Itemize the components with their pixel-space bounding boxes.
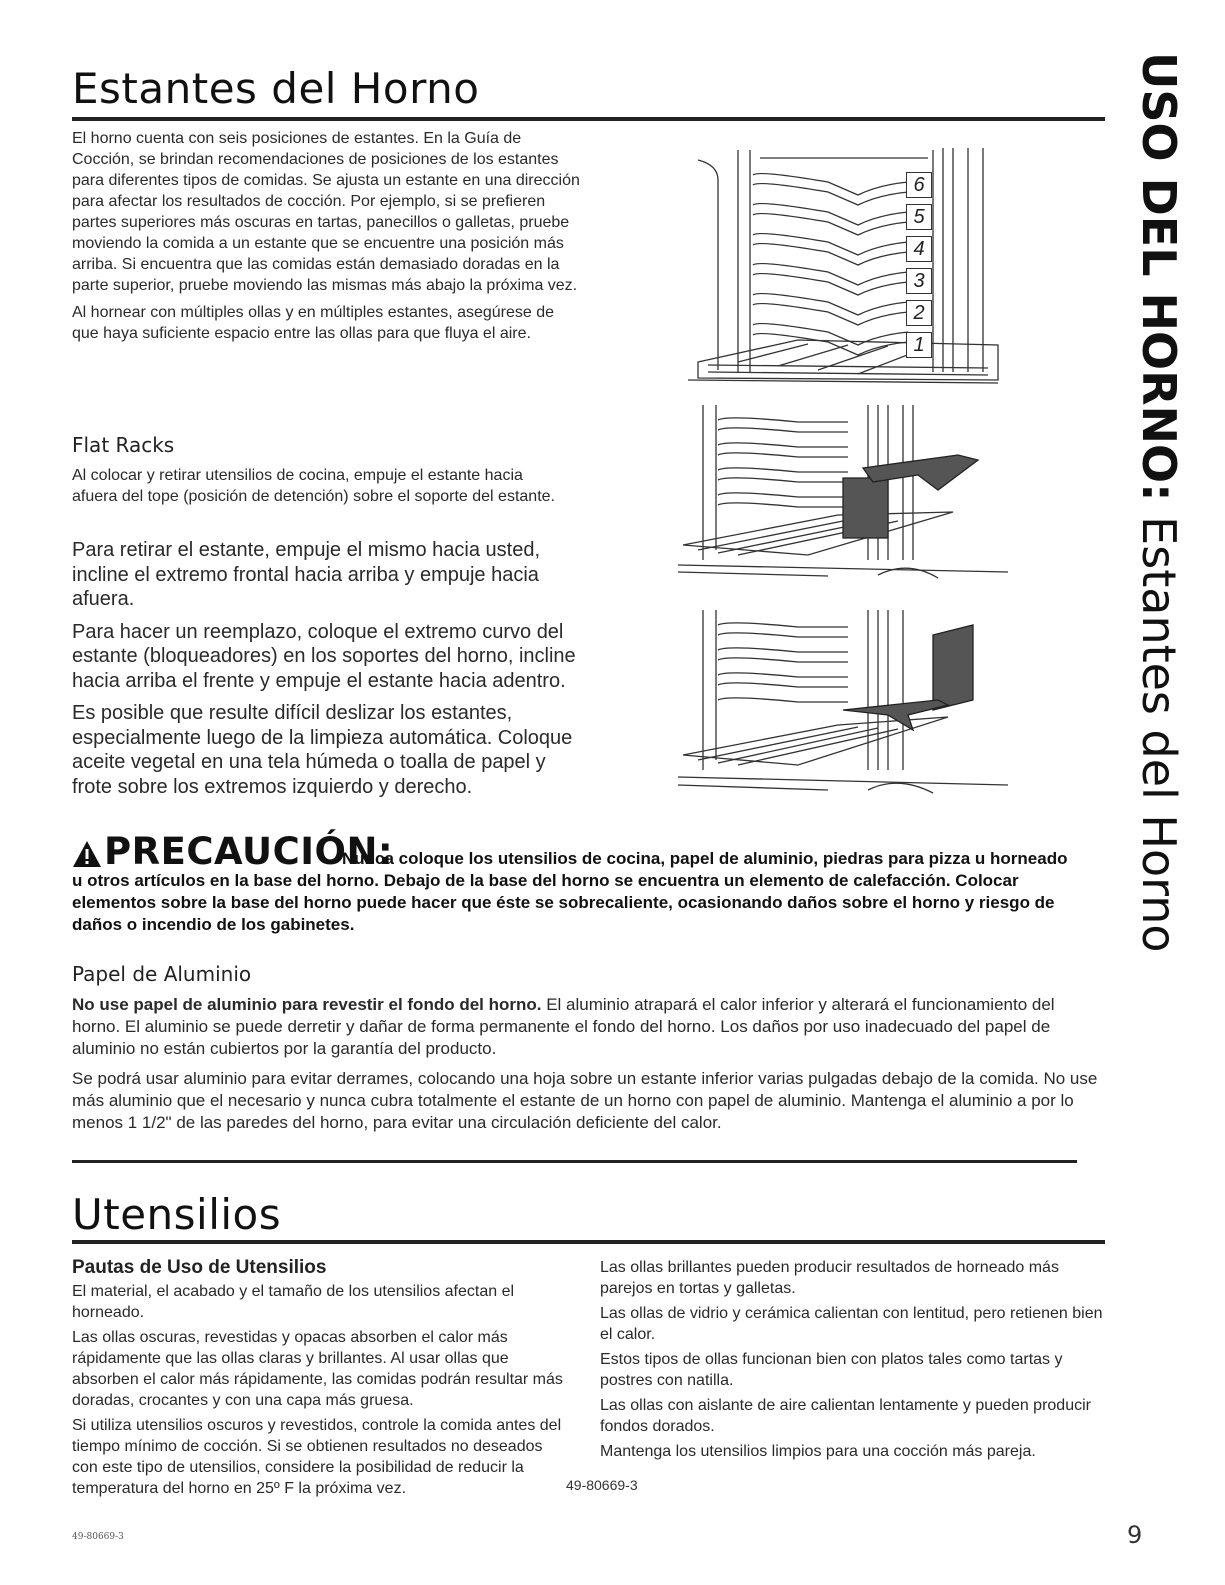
cookware-left-column (72, 1281, 564, 1499)
document-number-small: 49-80669-3 (72, 1532, 124, 1542)
aluminum-foil-warning: No use papel de aluminio para revestir el fondo del horno. (72, 995, 542, 1014)
cookware-paragraph: Mantenga los utensilios limpios para una cocción más pareja. (600, 1443, 1036, 1460)
caution-lead-text: Nunca coloque los utensilios de cocina, papel de aluminio, piedras para pizza u horneado (342, 849, 1068, 868)
flat-racks-paragraph-2: Para retirar el estante, empuje el mismo hacia usted, incline el extremo frontal hacia arriba y empuje hacia afuera. (72, 539, 540, 610)
flat-racks-paragraph-1: Al colocar y retirar utensilios de cocina, empuje el estante hacia afuera del tope (posición de detención) sobre el soporte del estante. (72, 467, 555, 505)
cookware-paragraph: Estos tipos de ollas funcionan bien con platos tales como tartas y postres con natilla. (600, 1351, 1063, 1389)
document-number: 49-80669-3 (566, 1477, 638, 1493)
section-title-cookware: Utensilios (72, 1190, 282, 1239)
side-tab (1128, 52, 1190, 953)
cookware-paragraph: Las ollas oscuras, revestidas y opacas absorben el calor más rápidamente que las ollas claras y brillantes. Al usar ollas que absorben el calor más rápidamente, las comidas podrán resultar más doradas, crocantes y con una capa más gruesa. (72, 1329, 563, 1409)
aluminum-foil-explanation: El aluminio atrapará el calor inferior y alterará el funcionamiento del horno. El aluminio se puede derretir y dañar de forma permanente el fondo del horno. Los daños por uso inadecuado del papel de aluminio no están cubiertos por la garantía del producto. (72, 995, 1055, 1058)
aluminum-foil-body (72, 994, 1107, 1134)
warning-icon (72, 840, 102, 868)
rack-position-label: 2 (906, 300, 932, 326)
aluminum-foil-paragraph-1 (72, 994, 1107, 1060)
rack-position-label: 4 (906, 236, 932, 262)
rack-replacement-illustration (678, 605, 1008, 795)
caution-text: u otros artículos en la base del horno. Debajo de la base del horno se encuentra un elemento de calefacción. Colocar elementos sobre la base del horno puede hacer que éste se sobrecaliente, ocasionando daños sobre el horno y riesgo de daños o incendio de los gabinetes. (72, 871, 1055, 934)
cookware-paragraph: Las ollas brillantes pueden producir resultados de horneado más parejos en tortas y galletas. (600, 1259, 1059, 1297)
section-title-oven-racks: Estantes del Horno (72, 64, 480, 113)
side-tab-subsection: Estantes del Horno (1132, 501, 1186, 953)
title-rule (72, 1240, 1105, 1244)
cookware-right-column (600, 1257, 1105, 1462)
flat-racks-body (72, 538, 577, 799)
side-tab-section: USO DEL HORNO: (1132, 52, 1186, 502)
cookware-paragraph: Si utiliza utensilios oscuros y revestidos, controle la comida antes del tiempo mínimo de cocción. Si se obtienen resultados no deseados con este tipo de utensilios, considere la posibilidad de reducir la temperatura del horno en 25º F la próxima vez. (72, 1417, 562, 1497)
caution-block (72, 830, 1112, 936)
caution-title: PRECAUCIÓN: (104, 830, 394, 873)
page-number: 9 (1127, 1521, 1143, 1549)
rack-positions-illustration (678, 140, 1008, 385)
rack-position-label: 5 (906, 204, 932, 230)
title-rule (72, 117, 1105, 121)
rack-position-label: 1 (906, 332, 932, 358)
cookware-paragraph: Las ollas con aislante de aire calientan lentamente y pueden producir fondos dorados. (600, 1397, 1091, 1435)
cookware-paragraph: El material, el acabado y el tamaño de los utensilios afectan el horneado. (72, 1283, 515, 1321)
aluminum-foil-paragraph-2: Se podrá usar aluminio para evitar derrames, colocando una hoja sobre un estante inferior varias pulgadas debajo de la comida. No use más aluminio que el necesario y nunca cubra totalmente el estante de un horno con papel de aluminio. Mantenga el aluminio a por lo menos 1 1/2" de las paredes del horno, para evitar una circulación deficiente del calor. (72, 1069, 1098, 1132)
section-divider (72, 1160, 1077, 1163)
flat-racks-heading: Flat Racks (72, 433, 175, 457)
flat-racks-paragraph-4: Es posible que resulte difícil deslizar los estantes, especialmente luego de la limpieza automática. Coloque aceite vegetal en una tela húmeda o toalla de papel y frote sobre los extremos izquierdo y derecho. (72, 702, 573, 798)
rack-position-label: 6 (906, 172, 932, 198)
flat-racks-paragraph-3: Para hacer un reemplazo, coloque el extremo curvo del estante (bloqueadores) en los soportes del horno, incline hacia arriba el frente y empuje el estante hacia adentro. (72, 620, 576, 692)
intro-text (72, 128, 582, 344)
aluminum-foil-heading: Papel de Aluminio (72, 962, 252, 986)
intro-paragraph-1: El horno cuenta con seis posiciones de estantes. En la Guía de Cocción, se brindan recomendaciones de posiciones de los estantes para diferentes tipos de comidas. Se ajusta un estante en una dirección para afectar los resultados de cocción. Por ejemplo, si se prefieren partes superiores más oscuras en tartas, panecillos o galletas, pruebe moviendo la comida a un estante que se encuentre una posición más arriba. Si encuentra que las comidas están demasiado doradas en la parte superior, pruebe moviendo las mismas más abajo la próxima vez. (72, 130, 580, 294)
intro-paragraph-2: Al hornear con múltiples ollas y en múltiples estantes, asegúrese de que haya suficiente espacio entre las ollas para que fluya el aire. (72, 304, 555, 342)
cookware-guidelines-heading: Pautas de Uso de Utensilios (72, 1257, 327, 1278)
rack-removal-illustration (678, 400, 1008, 580)
rack-position-label: 3 (906, 268, 932, 294)
cookware-paragraph: Las ollas de vidrio y cerámica calientan con lentitud, pero retienen bien el calor. (600, 1305, 1103, 1343)
side-tab-text (1132, 52, 1186, 953)
